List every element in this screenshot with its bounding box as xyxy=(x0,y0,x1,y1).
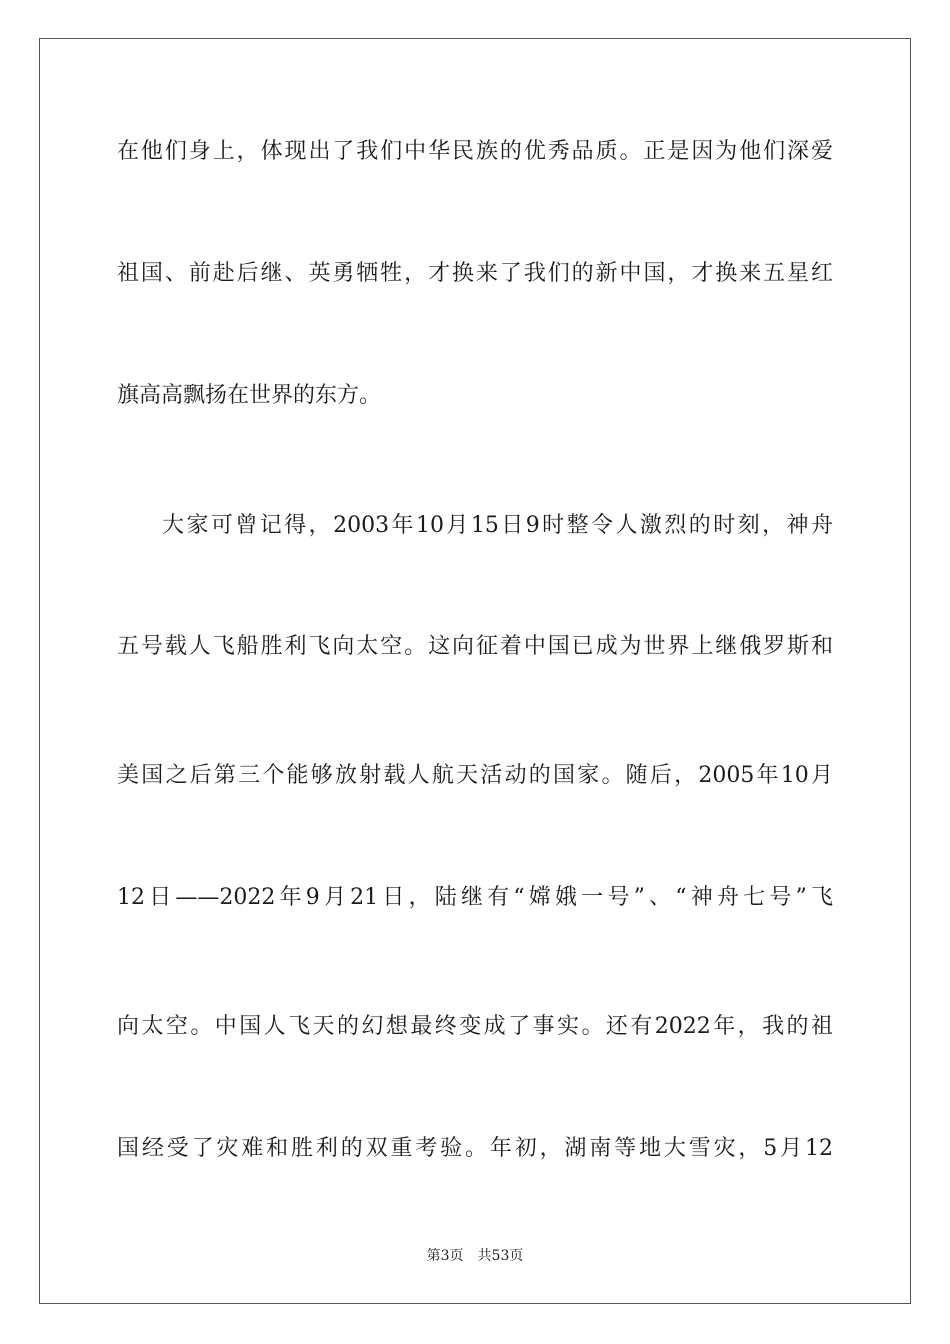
text-line: 向太空。中国人飞天的幻想最终变成了事实。还有2022年，我的祖 xyxy=(117,1014,833,1039)
text-line: 五号载人飞船胜利飞向太空。这向征着中国已成为世界上继俄罗斯和 xyxy=(117,634,833,659)
text-line: 美国之后第三个能够放射载人航天活动的国家。随后，2005年10月 xyxy=(117,763,834,788)
text-line: 国经受了灾难和胜利的双重考验。年初，湖南等地大雪灾，5月12 xyxy=(117,1136,833,1161)
paragraph-first-line: 大家可曾记得，2003年10月15日9时整令人激烈的时刻，神舟 xyxy=(162,513,833,538)
page-number: 第3页 xyxy=(426,1248,464,1264)
text-line: 在他们身上，体现出了我们中华民族的优秀品质。正是因为他们深爱 xyxy=(117,139,833,164)
page-total: 共53页 xyxy=(477,1248,524,1264)
text-line: 12日——2022年9月21日，陆继有“嫦娥一号”、“神舟七号”飞 xyxy=(117,885,833,910)
page-footer xyxy=(0,1247,950,1265)
text-line: 祖国、前赴后继、英勇牺牲，才换来了我们的新中国，才换来五星红 xyxy=(117,261,833,286)
page-border xyxy=(39,38,911,1304)
text-line: 旗高高飘扬在世界的东方。 xyxy=(117,383,382,408)
